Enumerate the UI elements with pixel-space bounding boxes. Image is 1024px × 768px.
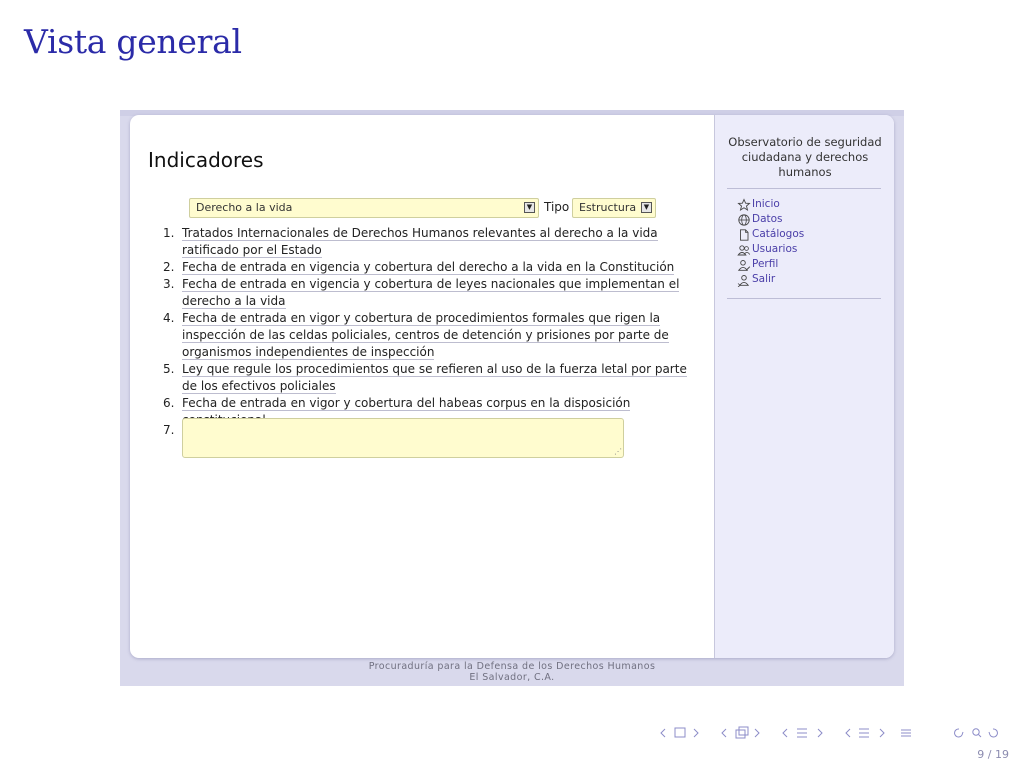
sidebar-item-label: Usuarios [752,243,798,255]
beamer-navigation [660,725,1010,741]
indicator-list [163,225,703,429]
nav-forward-icon[interactable] [989,729,997,737]
nav-align-icon[interactable] [901,730,911,736]
users-icon [737,243,751,257]
divider [727,298,881,299]
nav-subsection-icon[interactable] [722,727,759,738]
new-indicator-input[interactable] [182,418,624,458]
sidebar-item-label: Salir [752,273,776,285]
list-item[interactable]: 1. Tratados Internacionales de Derechos Humanos relevantes al derecho a la vida ratificado por el Estado [163,226,658,257]
user-edit-icon [737,258,751,272]
search-back-forward-icons [950,725,1010,741]
nav-presentation-icon[interactable] [846,729,884,737]
sidebar-item-label: Inicio [752,198,780,210]
sidebar-item-label: Catálogos [752,228,805,240]
indicator-link[interactable]: Tratados Internacionales de Derechos Humanos relevantes al derecho a la vida ratificado por el Estado [182,226,658,257]
tipo-select-value: Estructura [579,201,637,214]
nav-search-icon[interactable] [973,729,981,737]
sidebar [714,115,894,658]
indicator-link[interactable]: Ley que regule los procedimientos que se refieren al uso de la fuerza letal por parte de los efectivos policiales [182,362,687,393]
indicator-link[interactable]: Fecha de entrada en vigencia y cobertura de leyes nacionales que implementan el derecho a la vida [182,277,680,308]
sidebar-item-perfil[interactable] [737,257,804,272]
user-exit-icon [737,273,751,287]
indicator-link[interactable]: Fecha de entrada en vigencia y cobertura del derecho a la vida en la Constitución [182,260,675,274]
list-item[interactable]: 6. Fecha de entrada en vigor y cobertura del habeas corpus en la disposición [163,395,703,429]
page-heading: Indicadores [148,148,264,172]
indicator-link[interactable]: Fecha de entrada en vigor y cobertura de procedimientos formales que rigen la inspección de las celdas policiales, centros de detención y prisiones por parte de organismos independientes de inspección [182,311,669,359]
derecho-select[interactable] [189,198,539,218]
nav-prev-frame-icon[interactable] [661,728,698,737]
footer-line-2: El Salvador, C.A. [469,672,555,683]
footer-line-1: Procuraduría para la Defensa de los Derechos Humanos [368,661,656,672]
app-footer [120,661,904,683]
nav-section-icon[interactable] [783,729,822,737]
tipo-label: Tipo [544,200,570,214]
app-screenshot [120,110,904,686]
list-item[interactable]: 3. Fecha de entrada en vigencia y cobertura de leyes nacionales que implementan el derecho a la vida [163,277,680,308]
nav-back-icon[interactable] [955,729,963,737]
derecho-select-value: Derecho a la vida [196,201,293,214]
page-number: 9 / 19 [977,748,1009,761]
tipo-select[interactable] [572,198,656,218]
sidebar-item-label: Datos [752,213,783,225]
sidebar-item-usuarios[interactable] [737,242,804,257]
document-icon [737,228,751,242]
navigation-symbols [660,725,930,741]
sidebar-item-datos[interactable] [737,212,804,227]
globe-icon [737,213,751,227]
sidebar-item-inicio[interactable] [737,197,804,212]
list-item[interactable]: 2. Fecha de entrada en vigencia y cobertura del derecho a la vida en la Constitución [163,260,675,274]
chevron-down-icon[interactable]: ▼ [524,202,535,213]
list-item[interactable]: 4. Fecha de entrada en vigor y cobertura de procedimientos formales que rigen la inspección de las celdas policiales, centros de detención y prisiones por parte de organismos independientes de inspección [163,311,669,359]
sidebar-item-label: Perfil [752,258,779,270]
sidebar-menu [737,197,804,287]
chevron-down-icon[interactable]: ▼ [641,202,652,213]
indicator-link[interactable]: Fecha de entrada en vigor y cobertura del habeas corpus en la disposición [182,396,630,428]
sidebar-item-salir[interactable] [737,272,804,287]
new-item-number: 7. [163,423,175,437]
sidebar-title: Observatorio de seguridad ciudadana y derechos humanos [728,135,882,179]
slide-title: Vista general [24,22,242,61]
sidebar-item-catalogos[interactable] [737,227,804,242]
star-icon [737,198,751,212]
list-item[interactable]: 5. Ley que regule los procedimientos que se refieren al uso de la fuerza letal por parte de los efectivos policiales [163,362,687,393]
divider [727,188,881,189]
resize-grip-icon[interactable]: ⋰ [614,447,622,456]
main-content [130,115,714,658]
app-panel [130,115,894,658]
